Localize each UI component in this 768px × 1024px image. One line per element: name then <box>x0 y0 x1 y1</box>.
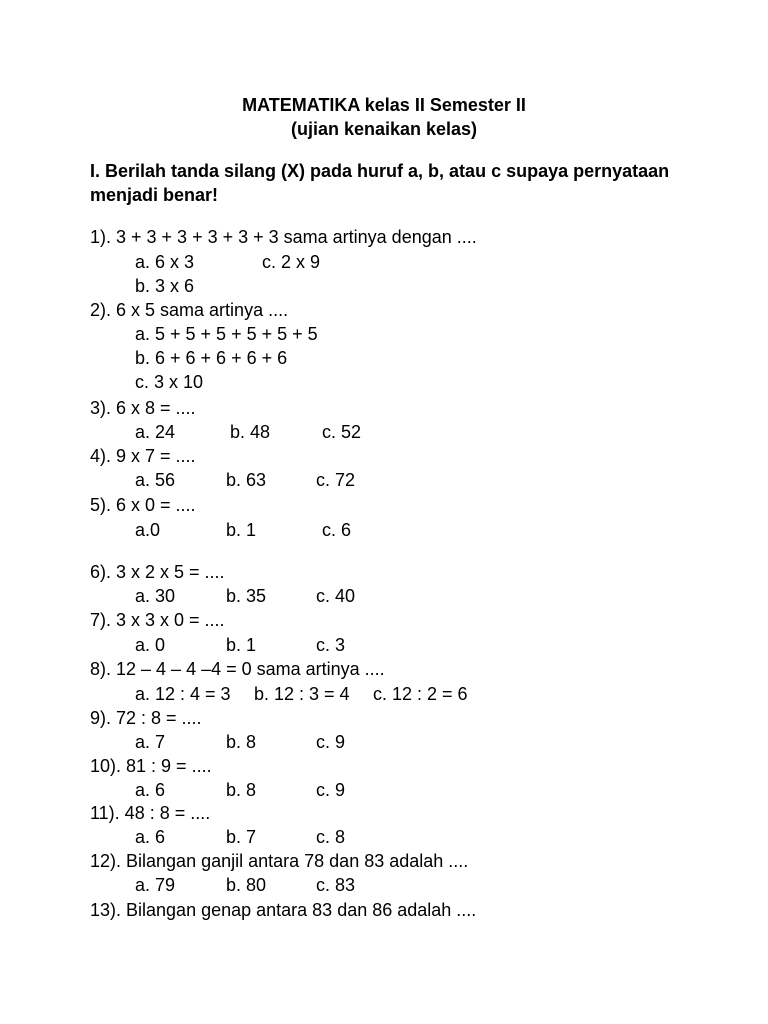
q12-option-c[interactable]: c. 83 <box>316 875 356 895</box>
q11-option-c[interactable]: c. 8 <box>316 827 346 847</box>
q4-option-b[interactable]: b. 63 <box>226 470 267 490</box>
q3-option-c[interactable]: c. 52 <box>322 422 362 442</box>
q7-option-a[interactable]: a. 0 <box>135 635 166 655</box>
q6-option-c[interactable]: c. 40 <box>316 586 356 606</box>
q11-option-b[interactable]: b. 7 <box>226 827 257 847</box>
question-3: 3). 6 x 8 = .... <box>90 398 196 418</box>
instruction-text: I. Berilah tanda silang (X) pada huruf a, b, atau c supaya pernyataan menjadi benar! <box>90 161 670 205</box>
question-9: 9). 72 : 8 = .... <box>90 708 202 728</box>
q9-option-b[interactable]: b. 8 <box>226 732 257 752</box>
q10-option-c[interactable]: c. 9 <box>316 780 346 800</box>
q6-option-b[interactable]: b. 35 <box>226 586 267 606</box>
q1-option-b[interactable]: b. 3 x 6 <box>135 276 195 296</box>
question-6: 6). 3 x 2 x 5 = .... <box>90 562 225 582</box>
question-11: 11). 48 : 8 = .... <box>90 803 211 823</box>
q5-option-b[interactable]: b. 1 <box>226 520 257 540</box>
question-4: 4). 9 x 7 = .... <box>90 446 196 466</box>
q5-option-c[interactable]: c. 6 <box>322 520 352 540</box>
q1-option-a[interactable]: a. 6 x 3 <box>135 252 195 272</box>
question-8: 8). 12 – 4 – 4 –4 = 0 sama artinya .... <box>90 659 385 679</box>
q5-option-a[interactable]: a.0 <box>135 520 161 540</box>
question-13: 13). Bilangan genap antara 83 dan 86 adalah .... <box>90 900 477 920</box>
q9-option-a[interactable]: a. 7 <box>135 732 166 752</box>
document-subtitle: (ujian kenaikan kelas) <box>290 119 478 139</box>
q7-option-b[interactable]: b. 1 <box>226 635 257 655</box>
q3-option-a[interactable]: a. 24 <box>135 422 176 442</box>
q2-option-c[interactable]: c. 3 x 10 <box>135 372 204 392</box>
question-12: 12). Bilangan ganjil antara 78 dan 83 adalah .... <box>90 851 469 871</box>
q9-option-c[interactable]: c. 9 <box>316 732 346 752</box>
q2-option-b[interactable]: b. 6 + 6 + 6 + 6 + 6 <box>135 348 288 368</box>
q7-option-c[interactable]: c. 3 <box>316 635 346 655</box>
q2-option-a[interactable]: a. 5 + 5 + 5 + 5 + 5 + 5 <box>135 324 318 344</box>
question-10: 10). 81 : 9 = .... <box>90 756 212 776</box>
q6-option-a[interactable]: a. 30 <box>135 586 176 606</box>
q12-option-a[interactable]: a. 79 <box>135 875 176 895</box>
q3-option-b[interactable]: b. 48 <box>230 422 271 442</box>
q12-option-b[interactable]: b. 80 <box>226 875 267 895</box>
question-5: 5). 6 x 0 = .... <box>90 495 196 515</box>
q4-option-a[interactable]: a. 56 <box>135 470 176 490</box>
q10-option-a[interactable]: a. 6 <box>135 780 166 800</box>
question-7: 7). 3 x 3 x 0 = .... <box>90 610 225 630</box>
question-2: 2). 6 x 5 sama artinya .... <box>90 300 289 320</box>
document-title: MATEMATIKA kelas II Semester II <box>242 95 526 115</box>
question-1: 1). 3 + 3 + 3 + 3 + 3 + 3 sama artinya dengan .... <box>90 227 477 247</box>
q10-option-b[interactable]: b. 8 <box>226 780 257 800</box>
q8-option-a[interactable]: a. 12 : 4 = 3 <box>135 684 231 704</box>
q11-option-a[interactable]: a. 6 <box>135 827 166 847</box>
q1-option-c[interactable]: c. 2 x 9 <box>262 252 321 272</box>
q8-option-b[interactable]: b. 12 : 3 = 4 <box>254 684 350 704</box>
q4-option-c[interactable]: c. 72 <box>316 470 356 490</box>
q8-option-c[interactable]: c. 12 : 2 = 6 <box>373 684 468 704</box>
